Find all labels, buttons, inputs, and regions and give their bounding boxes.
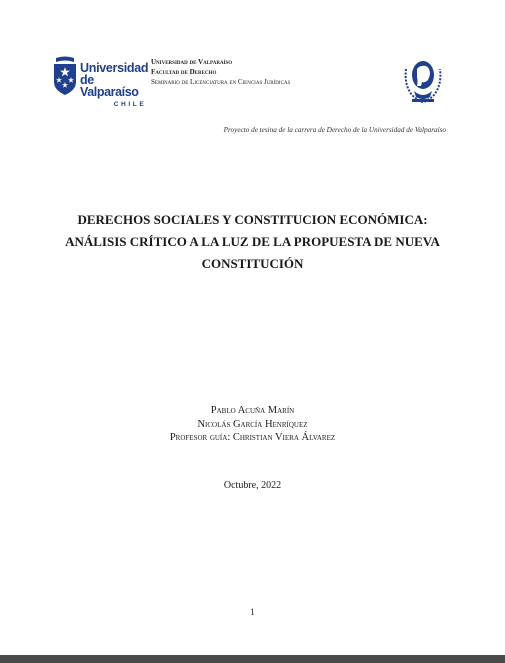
page-number: 1 xyxy=(250,607,255,617)
institution-university: Universidad de Valparaíso xyxy=(151,58,233,66)
university-star-shield-icon xyxy=(52,56,78,96)
title-line-2: ANÁLISIS CRÍTICO A LA LUZ DE LA PROPUESTA DE NUEVA xyxy=(65,234,440,249)
author-2: Nicolás García Henríquez xyxy=(197,418,308,430)
logo-line-valparaiso: de Valparaíso xyxy=(80,73,139,99)
institution-block xyxy=(151,57,290,87)
logo-line-universidad: Universidad xyxy=(80,61,149,75)
title-line-3: CONSTITUCIÓN xyxy=(201,256,304,271)
logo-line-chile: CHILE xyxy=(113,101,147,108)
document-date: Octubre, 2022 xyxy=(223,480,282,491)
faculty-seal-icon xyxy=(400,55,446,105)
logo-wordmark xyxy=(80,62,148,111)
advisor: Profesor guía: Christian Viera Álvarez xyxy=(169,432,336,443)
thesis-title xyxy=(40,209,465,275)
institution-seminar: Seminario de Licenciatura en Ciencias Jurídicas xyxy=(151,78,291,86)
author-1: Pablo Acuña Marín xyxy=(210,405,295,416)
authors-block xyxy=(40,404,465,445)
viewer-bottom-bar xyxy=(0,655,505,663)
project-note: Proyecto de tesina de la carrera de Derecho de la Universidad de Valparaíso xyxy=(223,126,446,134)
institution-faculty: Facultad de Derecho xyxy=(151,68,217,76)
university-logo xyxy=(52,56,149,108)
title-line-1: DERECHOS SOCIALES Y CONSTITUCION ECONÓMICA: xyxy=(77,212,428,227)
